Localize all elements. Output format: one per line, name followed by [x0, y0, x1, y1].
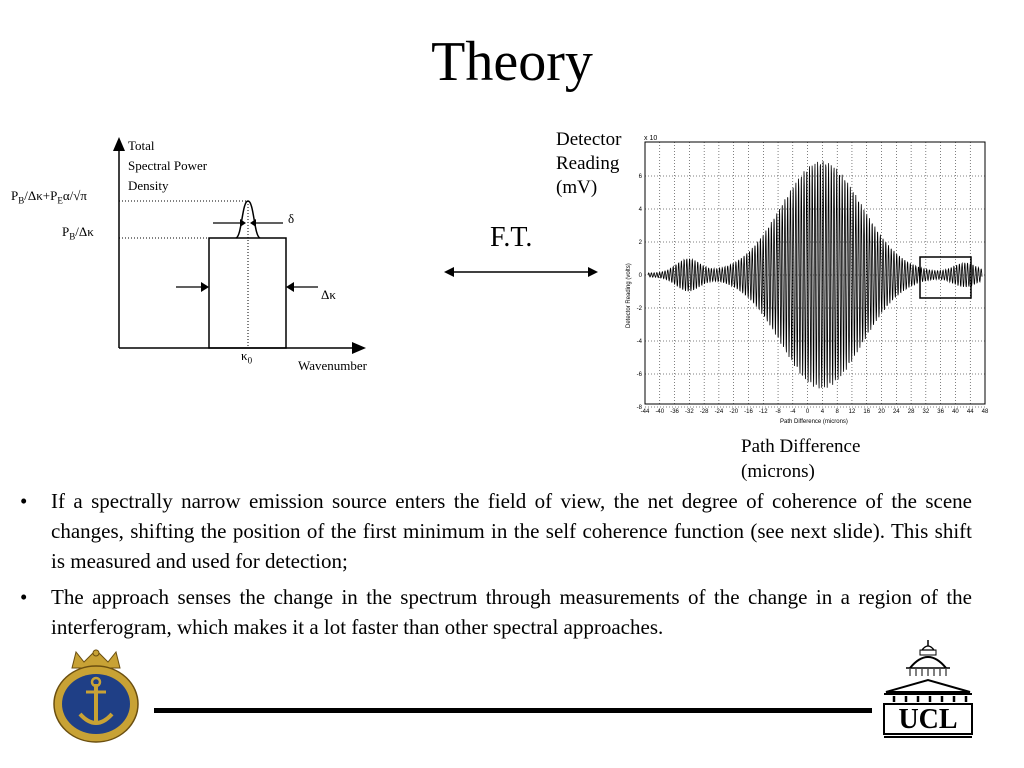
inner-y-label: Detector Reading (volts) — [626, 263, 632, 328]
footer-divider — [154, 708, 872, 713]
delta-arrow-left — [240, 219, 246, 227]
bullet-text: If a spectrally narrow emission source enters the field of view, the net degree of coherence of the scene changes, shifting the position of the first minimum in the self coherence function (see next slide). This shift is measured and used for detection; — [51, 489, 972, 573]
corner-scale-label: x 10 — [644, 135, 658, 142]
x-tick-label: -24 — [714, 409, 724, 415]
x-tick-label: 44 — [966, 409, 974, 415]
width-arrow-right — [286, 282, 294, 292]
fourier-transform-arrow — [440, 262, 604, 282]
spectrum-y-axis-label: Total Spectral Power Density — [128, 138, 208, 193]
bullet-text: The approach senses the change in the spectrum through measurements of the change in a region of the interferogram, which makes it a lot faster than other spectral approaches. — [51, 585, 972, 639]
upper-level-label: $P_B/\Delta\kappa+P_E\alpha/√\pi$ — [11, 188, 87, 206]
width-label: Δκ — [321, 287, 336, 302]
lower-level-label: $P_B/\Delta\kappa$ — [62, 224, 94, 242]
x-tick-label: 12 — [848, 409, 856, 415]
x-tick-label: -20 — [729, 409, 739, 415]
bullet-item — [18, 582, 972, 642]
y-tick-label: 0 — [638, 273, 642, 279]
x-tick-label: -16 — [744, 409, 753, 415]
band-rectangle — [209, 238, 286, 348]
x-tick-label: -36 — [670, 409, 679, 415]
x-tick-label: -4 — [790, 409, 796, 415]
interferogram-trace — [648, 161, 982, 388]
slide-title: Theory — [431, 31, 593, 93]
x-tick-label: 32 — [922, 409, 930, 415]
ucl-logo — [882, 638, 974, 740]
x-tick-label: 0 — [805, 409, 810, 415]
detector-reading-label: Detector Reading (mV) — [556, 129, 622, 198]
x-tick-label: 8 — [835, 409, 839, 415]
x-axis-arrow — [352, 342, 366, 354]
path-difference-label: Path Difference (microns) — [741, 436, 861, 482]
x-tick-label: 24 — [892, 409, 900, 415]
y-tick-label: -6 — [636, 372, 642, 378]
x-tick-label: -40 — [655, 409, 665, 415]
y-tick-label: -4 — [636, 339, 642, 345]
x-tick-label: -28 — [699, 409, 709, 415]
x-tick-label: -8 — [775, 409, 781, 415]
bullet-list — [18, 486, 972, 648]
y-axis-arrow — [113, 137, 125, 151]
y-tick-label: -8 — [636, 405, 642, 411]
navy-emblem-logo — [50, 648, 142, 744]
x-tick-label: -12 — [758, 409, 768, 415]
ucl-logo-text: UCL — [898, 704, 958, 735]
bullet-item — [18, 486, 972, 576]
x-tick-label: 48 — [981, 409, 989, 415]
y-tick-label: -2 — [636, 306, 642, 312]
x-tick-label: 20 — [878, 409, 885, 415]
bullet-symbol: • — [20, 489, 28, 513]
x-tick-label: -32 — [685, 409, 694, 415]
x-tick-label: 40 — [952, 409, 959, 415]
y-tick-label: 4 — [638, 207, 642, 213]
wavenumber-label: Wavenumber — [298, 358, 367, 373]
delta-label: δ — [288, 211, 295, 226]
interferogram-plot — [620, 128, 992, 428]
y-tick-label: 6 — [638, 174, 642, 180]
x-tick-label: -44 — [640, 409, 650, 415]
y-tick-label: 2 — [638, 240, 642, 246]
delta-arrow-right — [250, 219, 256, 227]
x-tick-label: 28 — [907, 409, 915, 415]
inner-x-label: Path Difference (microns) — [780, 419, 848, 425]
x-tick-label: 4 — [820, 409, 825, 415]
width-arrow-left — [201, 282, 209, 292]
fourier-transform-label: F.T. — [490, 222, 533, 253]
x-tick-label: 16 — [863, 409, 871, 415]
bullet-symbol: • — [20, 585, 28, 609]
x-tick-label: 36 — [937, 409, 944, 415]
center-label: $\kappa_0$ — [241, 348, 253, 366]
